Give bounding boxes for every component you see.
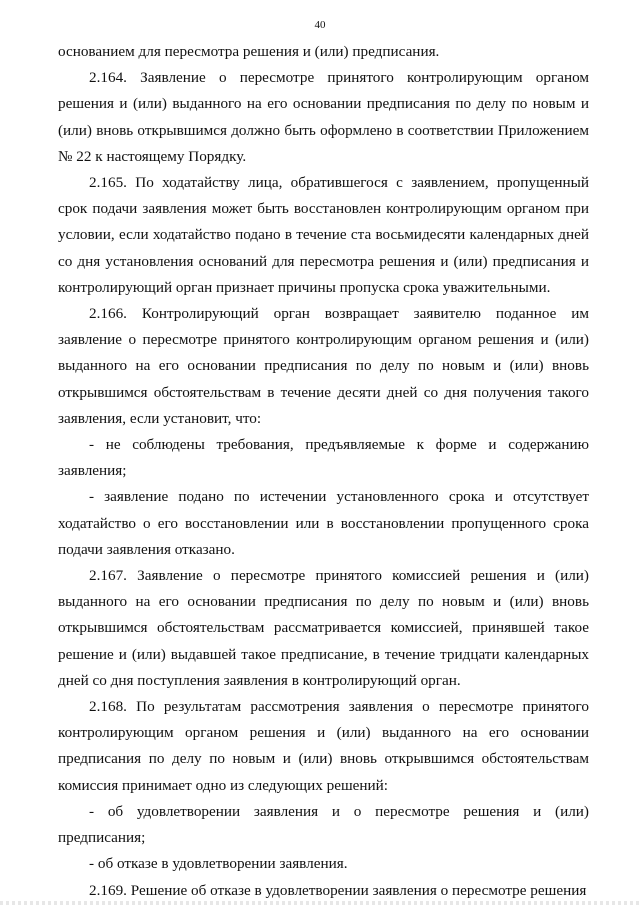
paragraph-2-167: 2.167. Заявление о пересмотре принятого комиссией решения и (или) выданного на его основании предписания по делу по новым и (или) вновь открывшимся обстоятельствам рассматривается комиссией, принявшей такое решение и (или) выдавшей такое предписание, в течение тридцати календарных дней со дня поступления заявления в контролирующий орган. xyxy=(58,567,589,689)
paragraph-2-169: 2.169. Решение об отказе в удовлетворении заявления о пересмотре решения xyxy=(89,881,587,899)
page-number: 40 xyxy=(314,19,326,31)
paragraph-2-168: 2.168. По результатам рассмотрения заявления о пересмотре принятого контролирующим органом решения и (или) выданного на его основании предписания по делу по новым и (или) вновь открывшимся обстоятельствам комиссия принимает одно из следующих решений: xyxy=(58,698,589,794)
document-body xyxy=(58,39,589,904)
paragraph-continuation: основанием для пересмотра решения и (или) предписания. xyxy=(58,43,440,60)
scan-edge-divider xyxy=(0,901,640,905)
list-item-approve: - об удовлетворении заявления и о пересмотре решения и (или) предписания; xyxy=(58,802,589,847)
paragraph-2-166: 2.166. Контролирующий орган возвращает заявителю поданное им заявление о пересмотре принятого контролирующим органом решения и (или) выданного на его основании предписания по делу по новым и (или) вновь открывшимся обстоятельствам в течение десяти дней со дня получения такого заявления, если установит, что: xyxy=(58,305,589,427)
list-item-requirements: - не соблюдены требования, предъявляемые к форме и содержанию заявления; xyxy=(58,436,589,480)
paragraph-2-165: 2.165. По ходатайству лица, обратившегося с заявлением, пропущенный срок подачи заявления может быть восстановлен контролирующим органом при условии, если ходатайство подано в течение ста восьмидесяти календарных дней со дня установления оснований для пересмотра решения и (или) предписания и контролирующий орган признает причины пропуска срока уважительными. xyxy=(58,174,589,296)
paragraph-2-164: 2.164. Заявление о пересмотре принятого контролирующим органом решения и (или) выданного на его основании предписания по делу по новым и (или) вновь открывшимся должно быть оформлено в соответствии Приложением № 22 к настоящему Порядку. xyxy=(58,69,589,165)
list-item-reject: - об отказе в удовлетворении заявления. xyxy=(89,855,348,873)
list-item-deadline: - заявление подано по истечении установленного срока и отсутствует ходатайство о его восстановлении или в восстановлении пропущенного срока подачи заявления отказано. xyxy=(58,488,589,558)
